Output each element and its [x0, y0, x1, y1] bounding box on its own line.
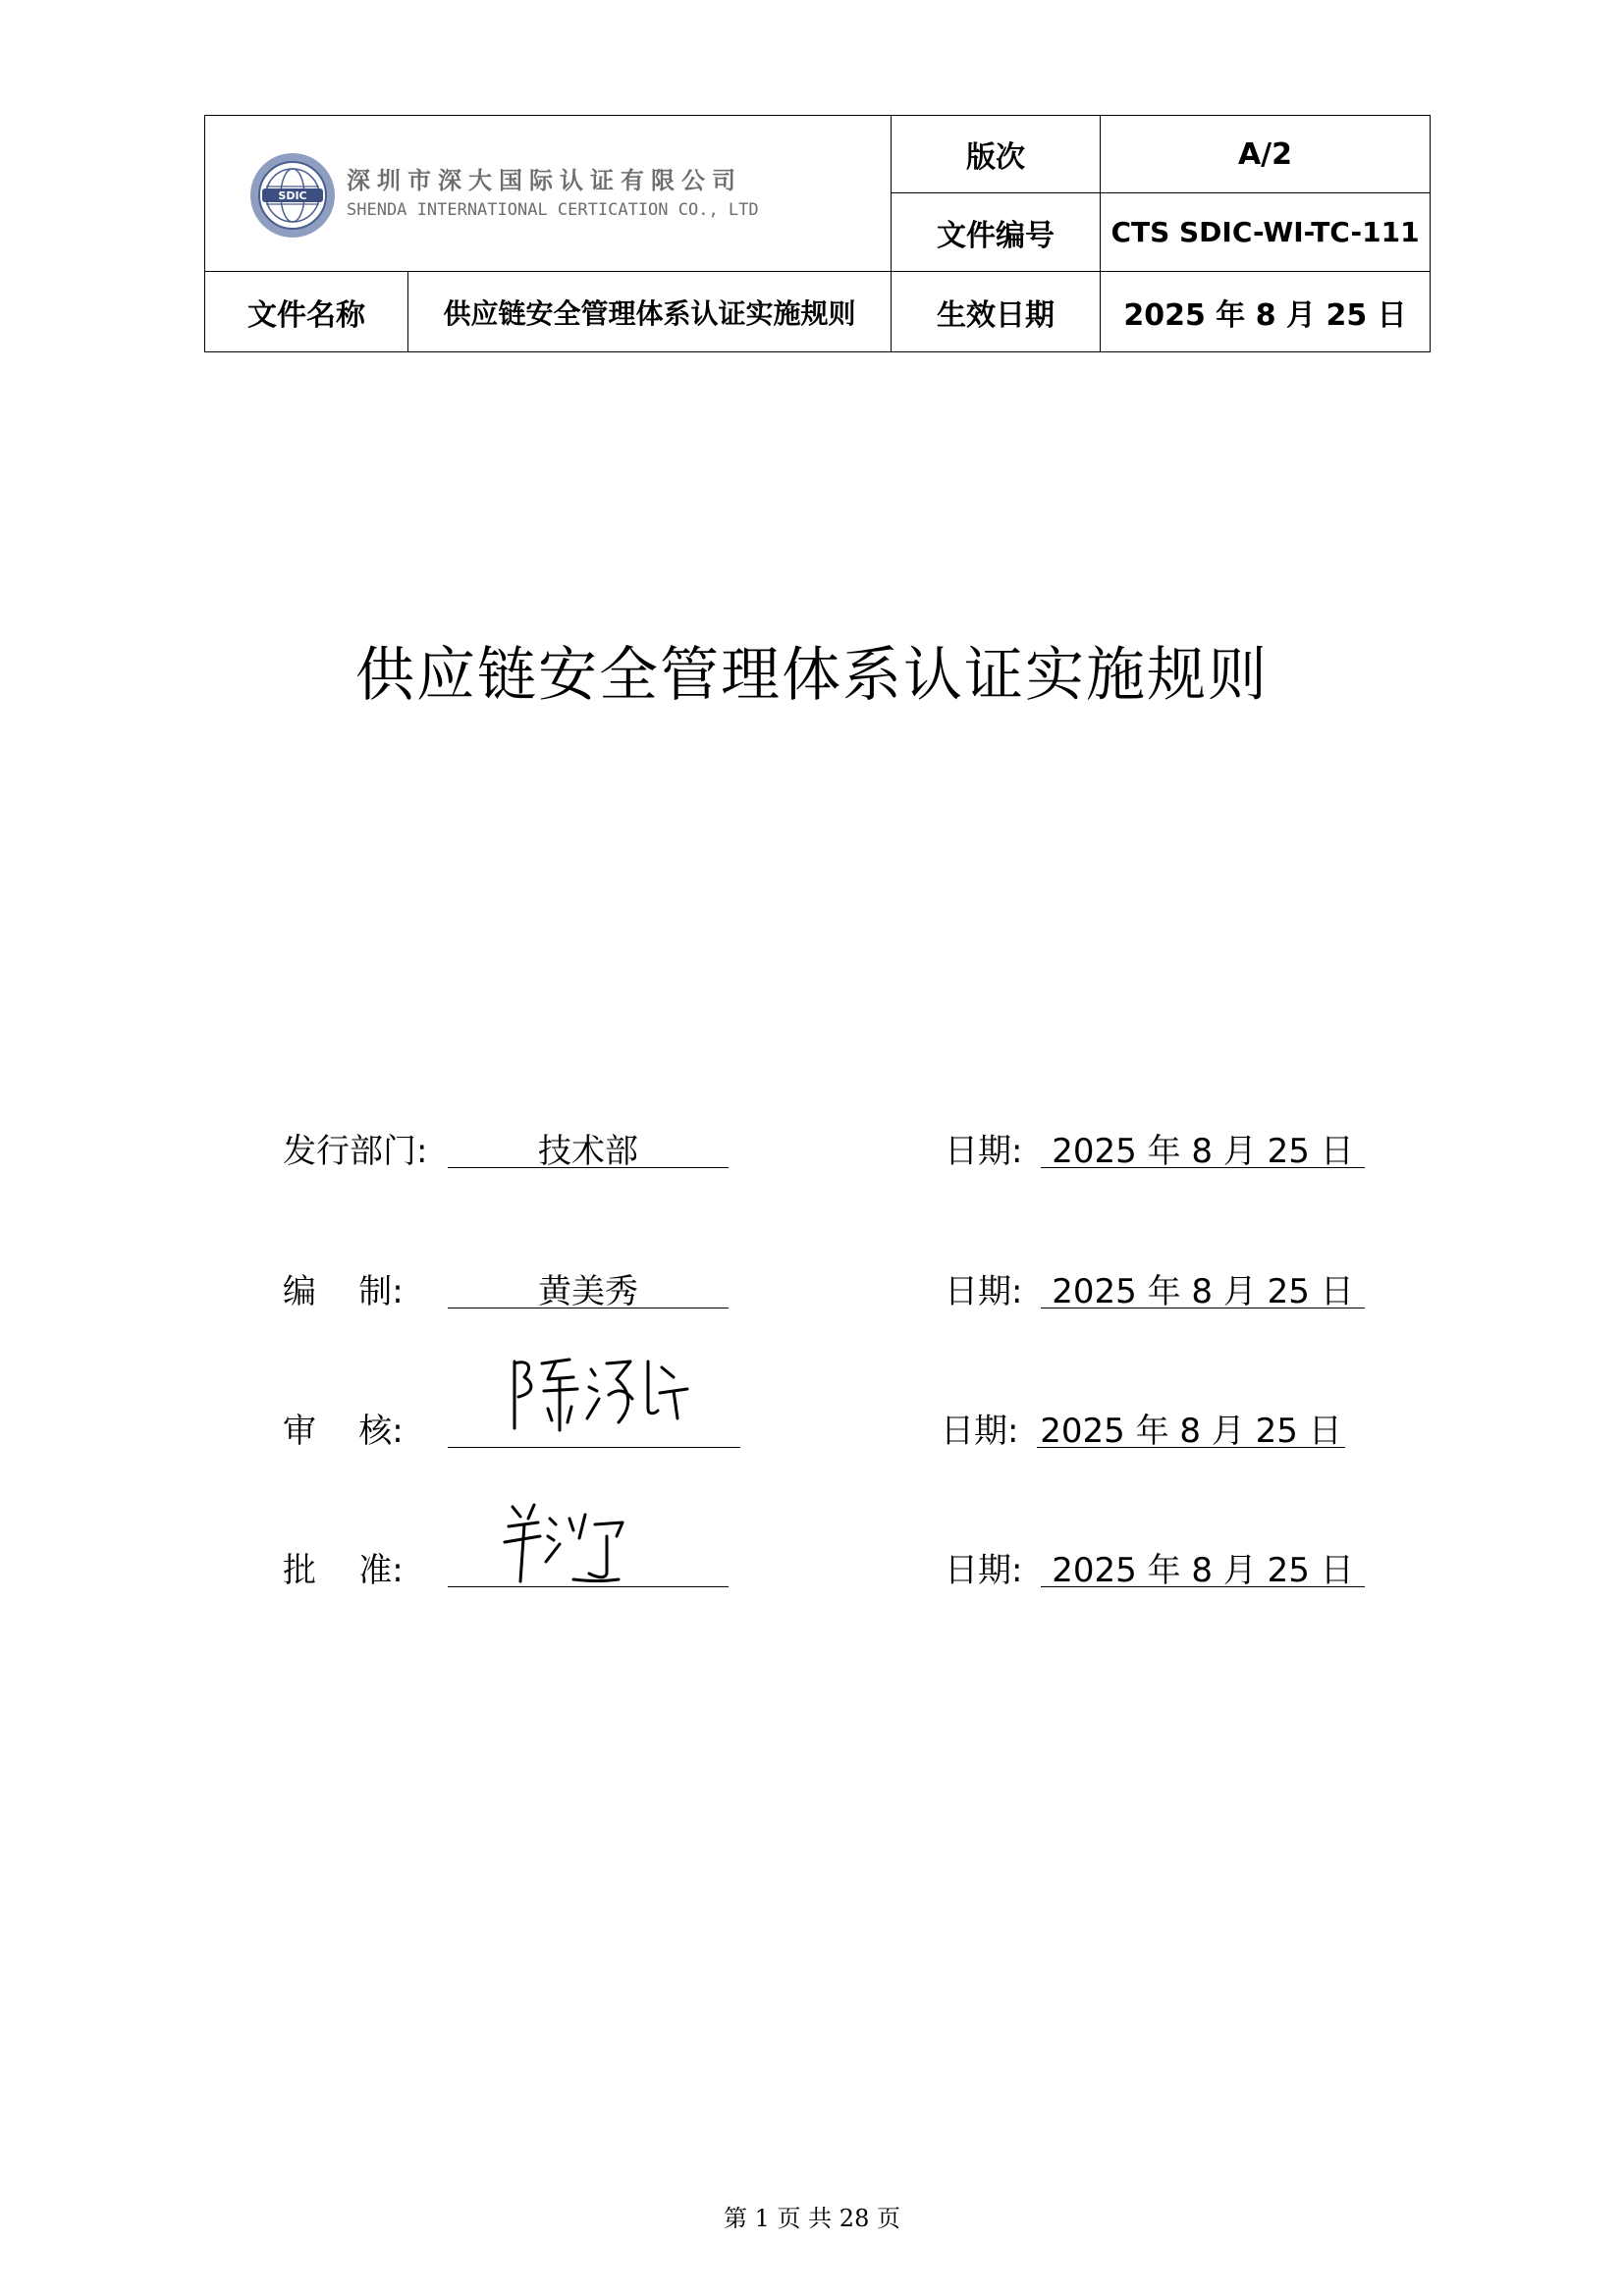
reviewer-label: 审 核:: [283, 1412, 404, 1451]
effective-date-label: 生效日期: [892, 272, 1101, 352]
approval-row-issuer: [0, 1124, 1624, 1173]
doc-name-label: 文件名称: [205, 272, 408, 352]
approval-row-approver: [0, 1543, 1624, 1592]
company-emblem-icon: [248, 151, 337, 240]
document-title: 供应链安全管理体系认证实施规则: [355, 641, 1269, 710]
approver-label: 批 准:: [283, 1551, 404, 1590]
approval-row-reviewer: [0, 1404, 1624, 1453]
company-name-cn: 深圳市深大国际认证有限公司: [347, 167, 742, 194]
page-footer: 第 1 页 共 28 页: [724, 2205, 900, 2232]
reviewer-date-label: 日期:: [941, 1412, 1019, 1451]
version-value: A/2: [1101, 116, 1431, 193]
version-label: 版次: [892, 116, 1101, 193]
approval-row-author: [0, 1264, 1624, 1313]
doc-name-value: 供应链安全管理体系认证实施规则: [408, 272, 892, 352]
issuer-value: 技术部: [448, 1124, 729, 1168]
issuer-date-label: 日期:: [945, 1132, 1023, 1171]
issuer-date: 2025 年 8 月 25 日: [1041, 1124, 1365, 1168]
reviewer-date: 2025 年 8 月 25 日: [1037, 1404, 1345, 1448]
company-name-en: SHENDA INTERNATIONAL CERTICATION CO., LTD: [347, 200, 759, 220]
approver-date-label: 日期:: [945, 1551, 1023, 1590]
author-date-label: 日期:: [945, 1272, 1023, 1311]
reviewer-signature: [501, 1350, 697, 1438]
issuer-label: 发行部门:: [283, 1132, 428, 1171]
document-header-table: [204, 115, 1431, 352]
logo-text: SDIC: [278, 189, 307, 202]
approver-date: 2025 年 8 月 25 日: [1041, 1543, 1365, 1587]
company-logo: [248, 151, 798, 240]
author-label: 编 制:: [283, 1272, 404, 1311]
author-date: 2025 年 8 月 25 日: [1041, 1264, 1365, 1308]
author-value: 黄美秀: [448, 1264, 729, 1308]
doc-number-label: 文件编号: [892, 193, 1101, 272]
doc-number-value: CTS SDIC-WI-TC-111: [1101, 193, 1431, 272]
effective-date-value: 2025 年 8 月 25 日: [1101, 272, 1431, 352]
company-logo-cell: [205, 116, 892, 272]
approver-signature: [491, 1497, 638, 1590]
